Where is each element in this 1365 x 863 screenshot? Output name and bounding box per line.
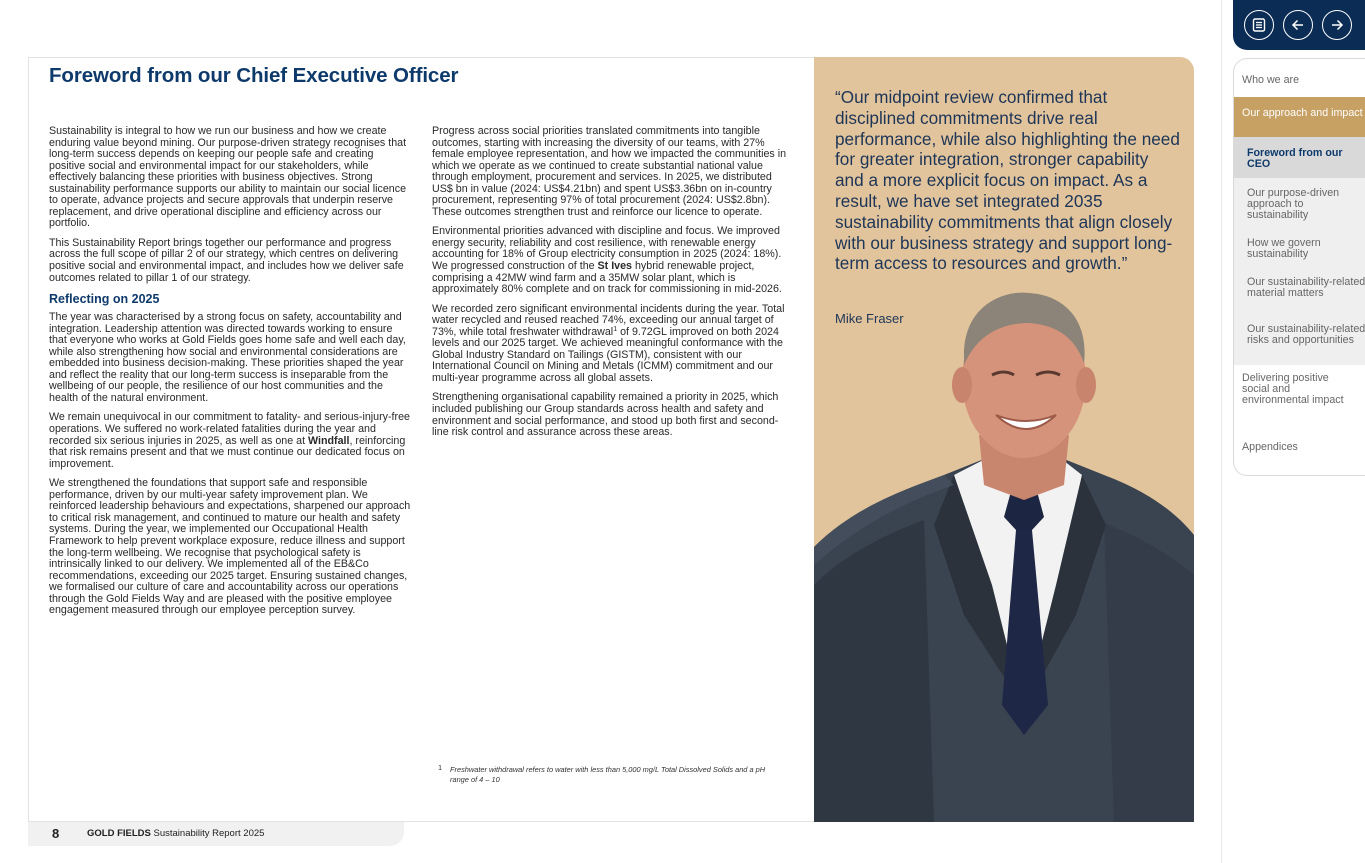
nav-who-we-are[interactable]: Who we are: [1242, 74, 1300, 86]
page-footer: [28, 822, 404, 846]
contents-button[interactable]: [1244, 10, 1274, 40]
st-ives-bold: St Ives: [597, 260, 633, 273]
next-page-button[interactable]: [1322, 10, 1352, 40]
nav-delivering[interactable]: Delivering positive social and environmental impact: [1242, 372, 1344, 406]
nav-appendices[interactable]: Appendices: [1242, 441, 1298, 453]
ceo-quote: “Our midpoint review confirmed that disciplined commitments drive real performance, while also highlighting the need for greater integration, stronger capability and a more explicit focus on impact. As a result, we have set integrated 2035 sustainability commitments that align closely with our business strategy and support long-term access to resources and growth.”: [835, 87, 1180, 274]
quote-panel: [814, 57, 1194, 822]
nav-govern[interactable]: How we govern sustainability: [1234, 226, 1365, 266]
report-scope-paragraph: This Sustainability Report brings together our performance and progress across the full scope of pillar 2 of our strategy, which centres on delivering positive social and environmental impact, and includes how we deliver safe outcomes related to pillar 1 of our strategy.: [49, 236, 404, 284]
nav-divider: [1221, 0, 1222, 863]
nav-toolbar: [1233, 0, 1365, 50]
footer-brand: GOLD FIELDS Sustainability Report 2025: [87, 828, 265, 839]
arrow-right-icon: [1329, 17, 1345, 33]
footnote-text: Freshwater withdrawal refers to water with less than 5,000 mg/L Total Dissolved Solids and a pH range of 4 – 10: [450, 765, 766, 784]
windfall-bold: Windfall: [308, 434, 350, 447]
capability-paragraph: Strengthening organisational capability remained a priority in 2025, which included publishing our Group standards across health and safety and environment and social performance, and stood up both first and second-line risk control and assurance across these areas.: [432, 391, 779, 439]
footnote-mark: 1: [438, 763, 443, 772]
foundations-paragraph: We strengthened the foundations that support safe and responsible performance, driven by our multi-year safety improvement plan. We reinforced leadership behaviours and expectations, sharpened our approach to critical risk management, and continued to mature our health and safety systems. During the year, we implemented our Occupational Health Framework to help prevent workplace exposure, reduce illness and support the long-term wellbeing. We recognise that psychological safety is intrinsically linked to our delivery. We implemented all of the EB&Co recommendations, exceeding our 2025 target. Ensuring sustained changes, we formalised our culture of care and accountability across our operations through the Gold Fields Way and are pleased with the positive employee engagement measured through our employee perception survey.: [49, 477, 411, 617]
footnote-ref[interactable]: 1: [613, 325, 618, 333]
arrow-left-icon: [1290, 17, 1306, 33]
page-number: 8: [52, 826, 60, 841]
safety-paragraph: We remain unequivocal in our commitment to fatality- and serious-injury-free operations. We suffered no work-related fatalities during the year and recorded six serious injuries in 2025, as well as one at Windfall, reinforcing that risk remains present and that we must continue our dedicated focus on improvement.: [49, 411, 410, 470]
reflecting-paragraph: The year was characterised by a strong focus on safety, accountability and integration. Leadership attention was directed towards working to ensure that everyone who works at Gold Fields goes home safe and well each day, while also strengthening how social and environmental considerations are embedded into business decision-making. These priorities shaped the year and reflect the reality that our long-term success is inseparable from the wellbeing of our people, the resilience of our host communities and the health of the natural environment.: [49, 311, 406, 404]
quote-author: Mike Fraser: [835, 311, 904, 326]
social-paragraph: Progress across social priorities translated commitments into tangible outcomes, starting with increasing the diversity of our teams, with 27% female employee representation, and how we impacted the communities in which we operate as we continued to create substantial national value through employment, procurement and services. In 2025, we distributed US$ bn in value (2024: US$4.21bn) and spent US$3.36bn on in-country procurement, representing 97% of total procurement (2024: US$2.8bn). These outcomes strengthen trust and reinforce our licence to operate.: [432, 125, 787, 218]
nav-material-matters[interactable]: Our sustainability-related material matters: [1234, 266, 1365, 316]
nav-foreword-ceo[interactable]: Foreword from our CEO: [1234, 137, 1365, 178]
section-heading: Reflecting on 2025: [49, 292, 160, 307]
nav-purpose-driven[interactable]: Our purpose-driven approach to sustainability: [1234, 178, 1365, 226]
footnote: [438, 765, 778, 784]
left-column: [49, 126, 411, 625]
previous-page-button[interactable]: [1283, 10, 1313, 40]
page-title: Foreword from our Chief Executive Officer: [49, 64, 459, 87]
environment-paragraph: Environmental priorities advanced with discipline and focus. We improved energy security, reliability and cost resilience, with renewable energy accounting for 18% of Group electricity consumption in 2025 (2024: 18%). We progressed construction of the St Ives hybrid renewable project, comprising a 42MW wind farm and a 35MW solar plant, which is approximately 80% complete and on track for commissioning in mid-2026.: [432, 225, 782, 296]
nav-risks[interactable]: Our sustainability-related risks and opportunities: [1234, 316, 1365, 365]
section-nav: [1233, 58, 1365, 476]
intro-paragraph: Sustainability is integral to how we run our business and how we create enduring value beyond mining. Our purpose-driven strategy recognises that long-term success depends on keeping our people safe and creating positive social and environmental impact for our stakeholders, while effectively balancing these priorities with business objectives. Strong sustainability performance supports our ability to maintain our social licence to operate, advance projects and secure approvals that underpin reserve replacement, and drive operational discipline and efficiency across our portfolio.: [49, 125, 407, 230]
nav-our-approach[interactable]: Our approach and impact: [1234, 97, 1365, 137]
middle-column: [432, 126, 794, 447]
contents-icon: [1251, 17, 1267, 33]
water-paragraph: We recorded zero significant environmental incidents during the year. Total water recycled and reused reached 74%, exceeding our annual target of 73%, while total freshwater withdrawal$^1$ of 9.72GL improved on both 2024 levels and our 2025 target. We achieved meaningful conformance with the Global Industry Standard on Tailings (GISTM), consistent with our International Council on Mining and Metals (ICMM) commitment and our multi-year programme across all global assets.: [432, 302, 785, 384]
ceo-portrait: [814, 285, 1194, 822]
